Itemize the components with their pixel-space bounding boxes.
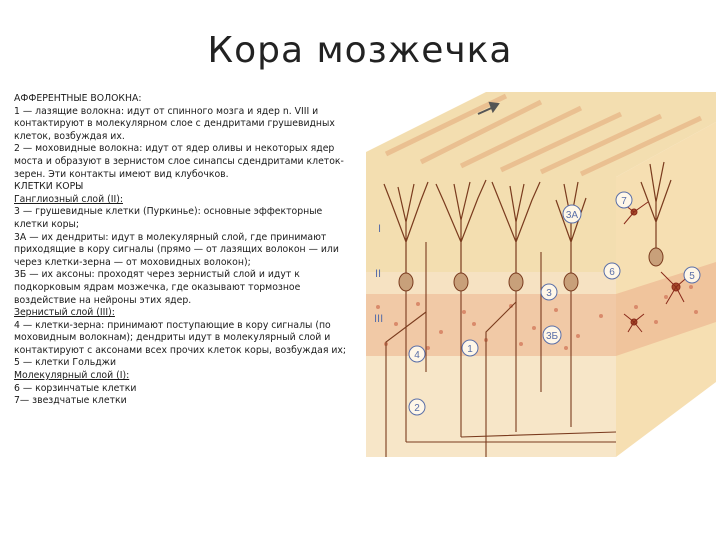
marker-7: 7 — [621, 196, 627, 207]
marker-6: 6 — [609, 267, 615, 278]
text-line: 7— звездчатые клетки — [14, 395, 127, 407]
text-line: 3 — грушевидные клетки (Пуркинье): основные эффекторные — [14, 206, 323, 218]
text-line: через клетки-зерна — от моховидных волокон); — [14, 256, 251, 268]
molecular-layer-front — [366, 177, 616, 272]
text-line: зерен. Эти контакты имеют вид клубочков. — [14, 168, 229, 180]
layer-label: III — [374, 313, 384, 325]
marker-2: 2 — [414, 403, 420, 414]
text-line-heading: Зернистый слой (III): — [14, 307, 115, 319]
marker-5: 5 — [689, 271, 695, 282]
marker-4: 4 — [414, 350, 420, 361]
text-line: 4 — клетки-зерна: принимают поступающие в кору сигналы (по — [14, 319, 331, 331]
text-line: 1 — лазящие волокна: идут от спинного мозга и ядер n. VIII и — [14, 105, 319, 117]
cerebellar-cortex-diagram — [366, 92, 716, 457]
text-line: КЛЕТКИ КОРЫ — [14, 181, 84, 193]
text-line: клетки коры; — [14, 218, 79, 230]
text-line: моста и образуют в зернистом слое синапсы сдендритами клеток- — [14, 155, 344, 167]
text-line: воздействие на нейроны этих ядер. — [14, 294, 192, 306]
text-line: контактируют с аксонами всех прочих клеток коры, возбуждая их; — [14, 344, 347, 356]
marker-3a: 3А — [565, 210, 579, 221]
granular-layer-front — [366, 294, 616, 356]
text-line: АФФЕРЕНТНЫЕ ВОЛОКНА: — [14, 93, 142, 104]
text-line: 3А — их дендриты: идут в молекулярный слой, где принимают — [14, 231, 327, 243]
text-line: моховидным волокнам); дендриты идут в молекулярный слой и — [14, 332, 331, 344]
text-line: 2 — моховидные волокна: идут от ядер оливы и некоторых ядер — [14, 143, 335, 155]
text-line-heading: Молекулярный слой (I): — [14, 370, 130, 382]
text-line: 6 — корзинчатые клетки — [14, 382, 137, 394]
text-line: 3Б — их аксоны: проходят через зернистый слой и идут к — [14, 269, 300, 281]
text-line: подкорковым ядрам мозжечка, где оказывают тормозное — [14, 281, 301, 293]
text-line: клеток, возбуждая их. — [14, 130, 125, 142]
text-line: контактируют в молекулярном слое с дендритами грушевидных — [14, 118, 335, 130]
layer-label: I — [378, 223, 382, 235]
marker-3b: 3Б — [545, 331, 559, 342]
layer-label: II — [375, 268, 382, 280]
text-line: приходящие в кору сигналы (прямо — от лазящих волокон — или — [14, 244, 339, 256]
text-line-heading: Ганглиозный слой (II): — [14, 193, 123, 205]
text-block — [14, 93, 364, 408]
text-line: 5 — клетки Гольджи — [14, 357, 117, 369]
marker-3: 3 — [546, 288, 552, 299]
marker-1: 1 — [467, 344, 473, 355]
slide-title: Кора мозжечка — [207, 30, 513, 71]
